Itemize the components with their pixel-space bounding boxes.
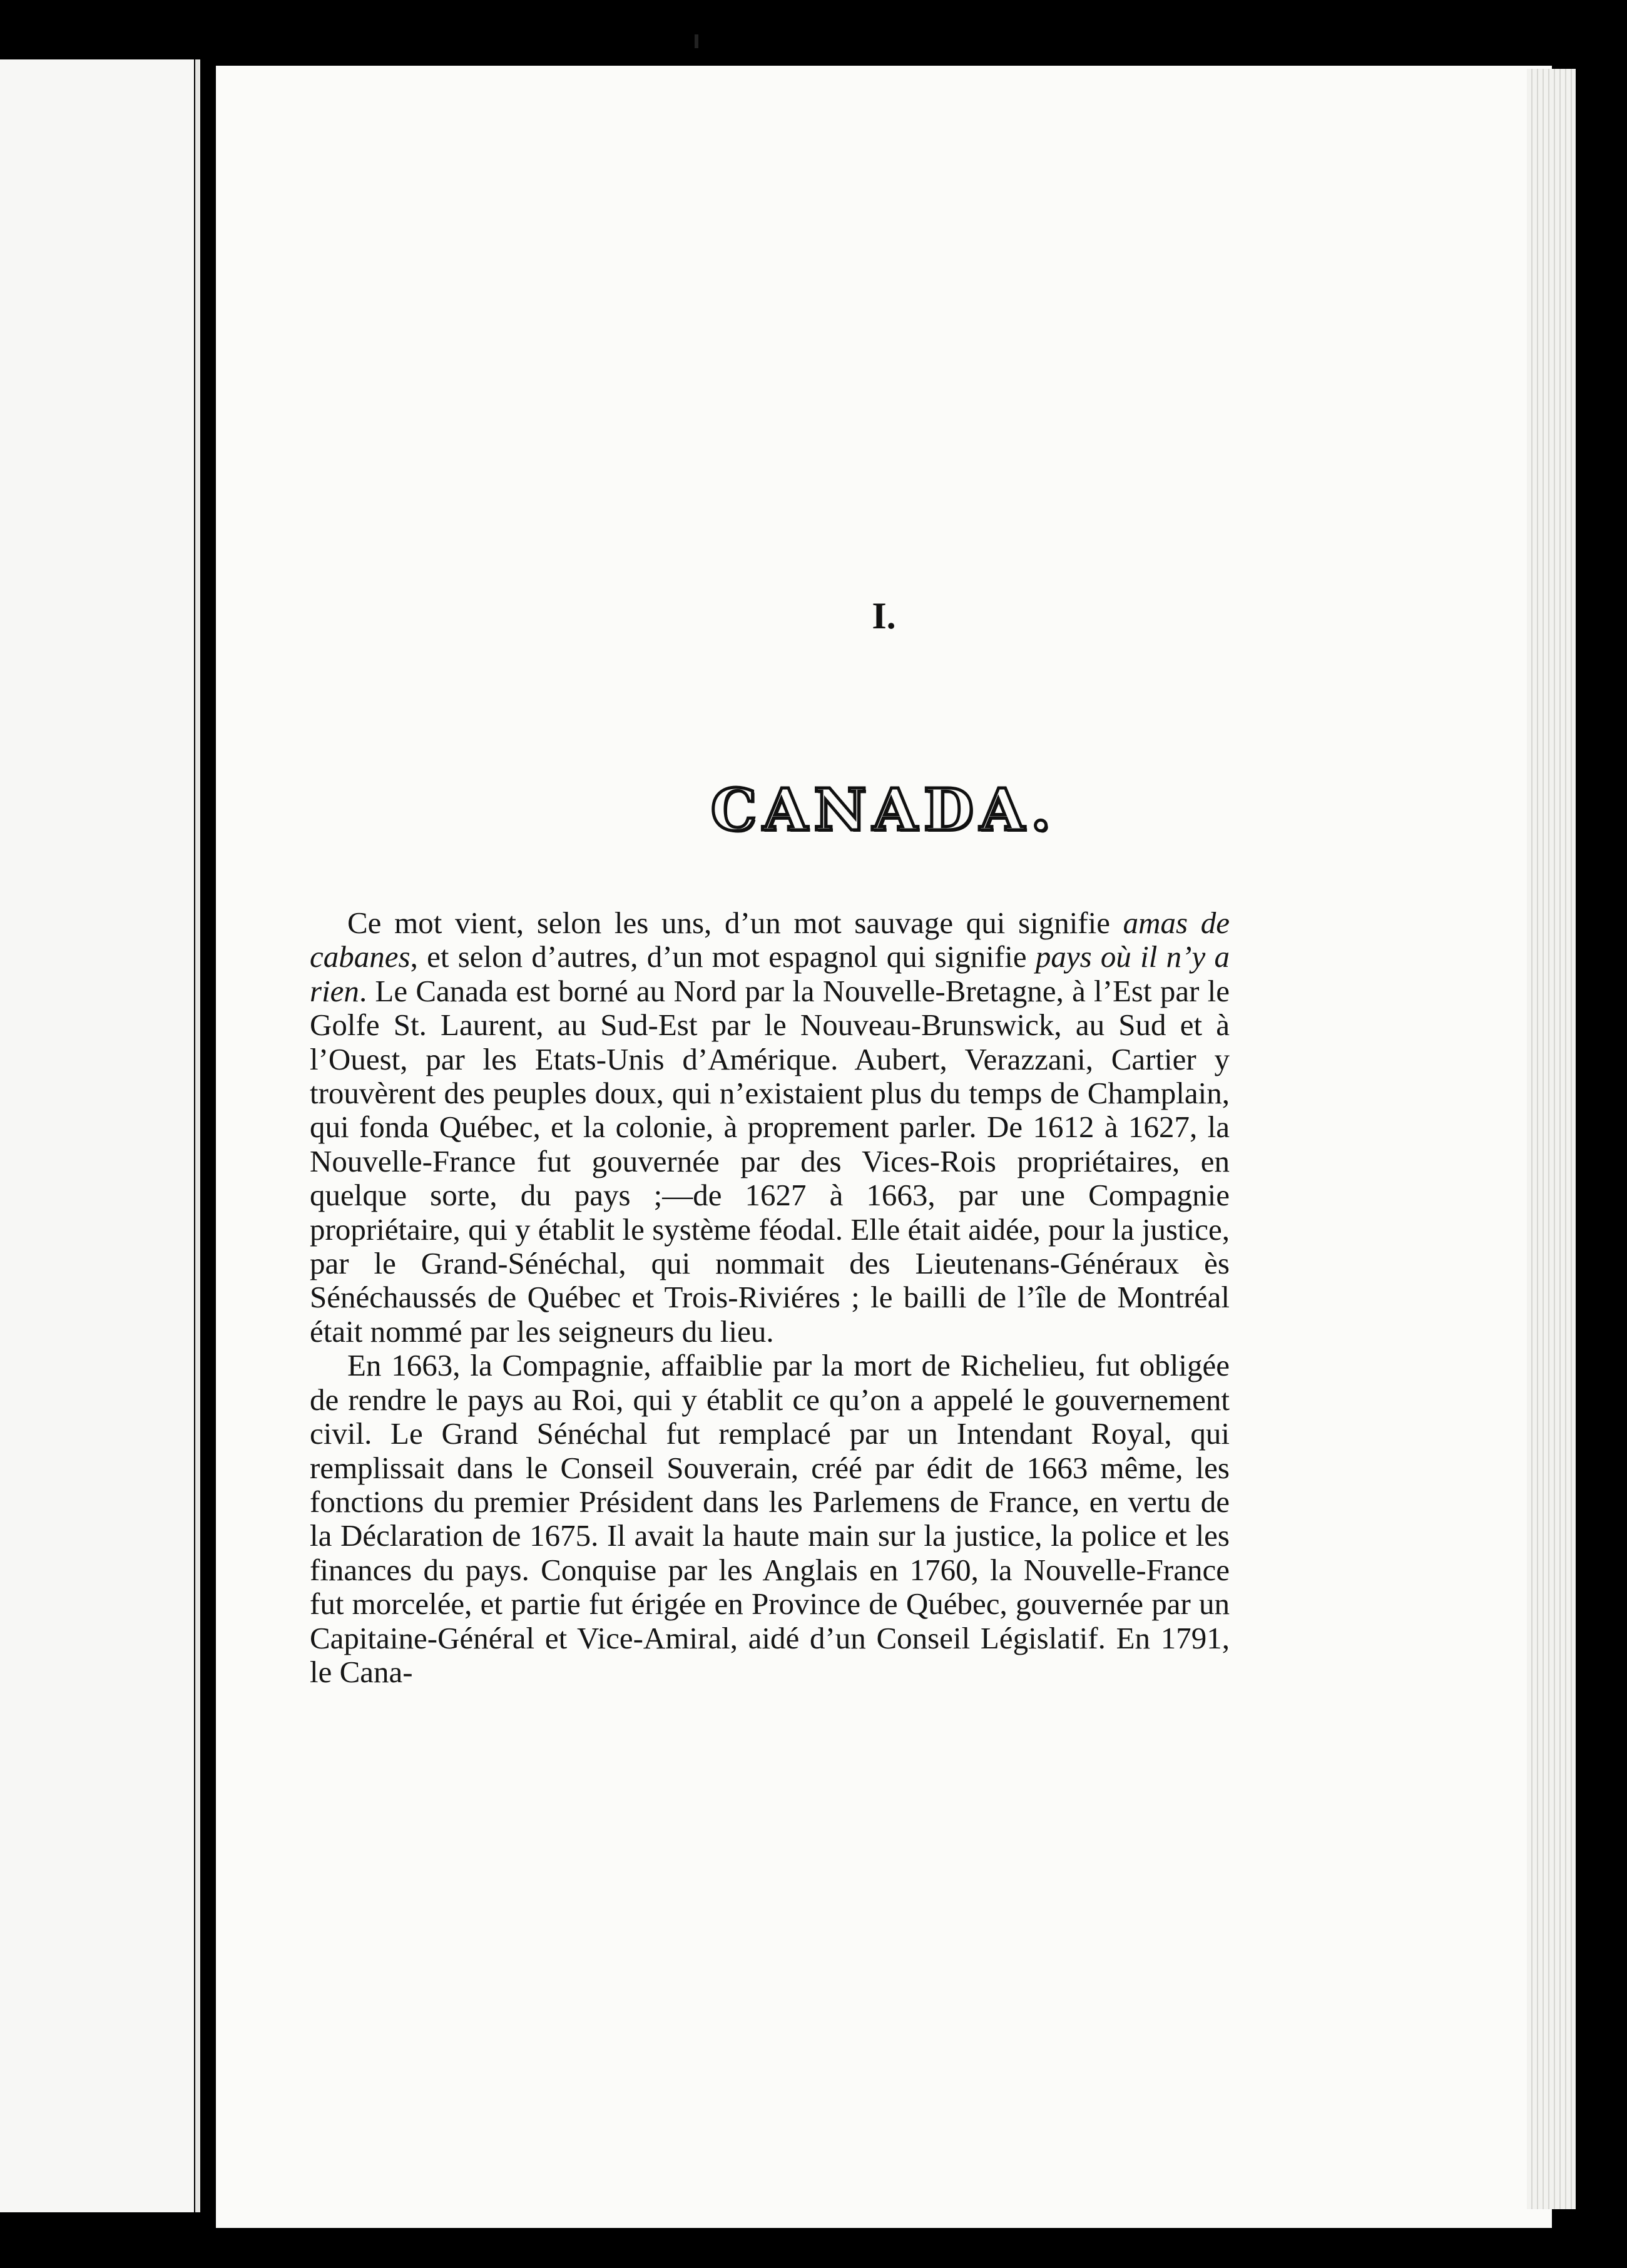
paragraph-1-part-c: . Le Canada est borné au Nord par la Nouvelle-Bretagne, à l’Est par le Golfe St. Laurent, au Sud-Est par le Nouveau-Brunswick, au Sud et à l’Ouest, par les Etats-Unis d’Amérique. Aubert, Verazzani, Cartier y trouvèrent des peuples doux, qui n’existaient plus du temps de Champlain, qui fonda Québec, et la colonie, à proprement parler. De 1612 à 1627, la Nouvelle-France fut gouvernée par des Vices-Rois propriétaires, en quelque sorte, du pays ;—de 1627 à 1663, par une Compagnie propriétaire, qui y établit le système féodal. Elle était aidée, pour la justice, par le Grand-Sénéchal, qui nommait des Lieutenans-Généraux ès Sénéchaussés de Québec et Trois-Riviéres ; le bailli de l’île de Montréal était nommé par les seigneurs du lieu. — [310, 973, 1230, 1349]
page-edges — [1527, 69, 1576, 2209]
scan-speck — [695, 34, 698, 48]
body-text — [310, 906, 1230, 1689]
paragraph-1 — [310, 906, 1230, 1349]
paragraph-2: En 1663, la Compagnie, affaiblie par la mort de Richelieu, fut obligée de rendre le pays au Roi, qui y établit ce qu’on a appelé le gouvernement civil. Le Grand Sénéchal fut remplacé par un Intendant Royal, qui remplissait dans le Conseil Souverain, créé par édit de 1663 même, les fonctions du premier Président dans les Parlemens de France, en vertu de la Déclaration de 1675. Il avait la haute main sur la justice, la police et les finances du pays. Conquise par les Anglais en 1760, la Nouvelle-France fut morcelée, et partie fut érigée en Province de Québec, gouvernée par un Capitaine-Général et Vice-Amiral, aidé d’un Conseil Législatif. En 1791, le Cana- — [310, 1348, 1230, 1689]
paragraph-1-part-a: Ce mot vient, selon les uns, d’un mot sauvage qui signifie — [347, 906, 1123, 940]
left-page — [0, 59, 194, 2212]
paragraph-1-italic-2: pays où il n’y a rien — [310, 939, 1230, 1008]
left-page-edge — [195, 59, 200, 2212]
page-title: CANADA. — [710, 776, 1058, 844]
paragraph-1-italic-1: amas de cabanes — [310, 906, 1230, 974]
paragraph-1-part-b: , et selon d’autres, d’un mot espagnol qui signifie — [410, 939, 1036, 974]
chapter-number: I. — [872, 595, 896, 636]
right-page — [216, 66, 1552, 2228]
